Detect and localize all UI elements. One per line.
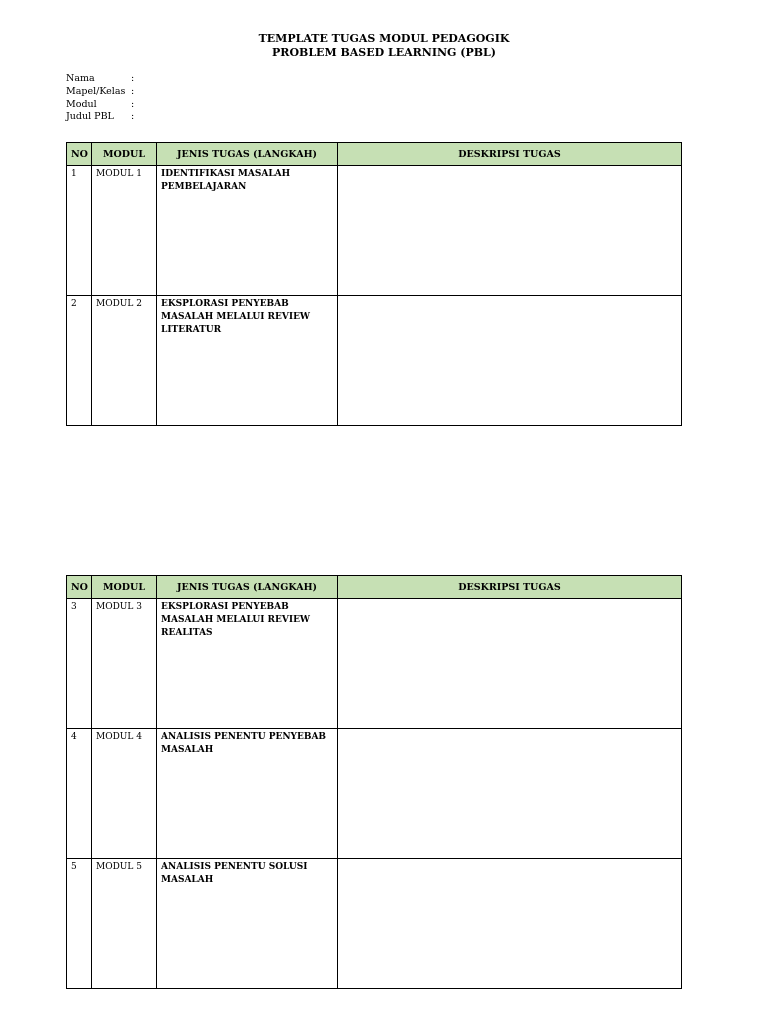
cell-jenis-tugas: ANALISIS PENENTU SOLUSI MASALAH (157, 859, 338, 989)
table-header-row (67, 143, 682, 166)
info-row-modul (66, 99, 134, 112)
table-row (67, 166, 682, 296)
title-line-2: PROBLEM BASED LEARNING (PBL) (272, 46, 496, 59)
info-label: Mapel/Kelas (66, 85, 126, 97)
cell-no: 5 (67, 859, 92, 989)
info-separator: : (131, 98, 135, 110)
cell-modul: MODUL 4 (92, 729, 157, 859)
cell-modul: MODUL 5 (92, 859, 157, 989)
cell-deskripsi-tugas[interactable] (338, 599, 682, 729)
task-table-2 (66, 575, 682, 989)
header-no: NO (67, 143, 92, 166)
info-label: Nama (66, 73, 95, 84)
info-row-mapel-kelas (66, 86, 134, 99)
table-row (67, 296, 682, 426)
cell-jenis-tugas: ANALISIS PENENTU PENYEBAB MASALAH (157, 729, 338, 859)
cell-jenis-tugas: EKSPLORASI PENYEBAB MASALAH MELALUI REVIEW LITERATUR (157, 296, 338, 426)
table-row (67, 859, 682, 989)
cell-jenis-tugas: IDENTIFIKASI MASALAH PEMBELAJARAN (157, 166, 338, 296)
task-table-1 (66, 142, 682, 426)
cell-jenis-tugas: EKSPLORASI PENYEBAB MASALAH MELALUI REVIEW REALITAS (157, 599, 338, 729)
cell-no: 1 (67, 166, 92, 296)
table-row (67, 729, 682, 859)
info-row-judul-pbl (66, 111, 134, 124)
header-deskripsi-tugas: DESKRIPSI TUGAS (338, 143, 682, 166)
cell-modul: MODUL 3 (92, 599, 157, 729)
info-separator: : (131, 73, 135, 84)
identity-fields (66, 73, 134, 124)
header-deskripsi-tugas: DESKRIPSI TUGAS (338, 576, 682, 599)
header-jenis-tugas: JENIS TUGAS (LANGKAH) (157, 576, 338, 599)
cell-no: 4 (67, 729, 92, 859)
header-modul: MODUL (92, 143, 157, 166)
info-label: Modul (66, 98, 97, 110)
info-separator: : (131, 85, 135, 97)
info-label: Judul PBL (66, 111, 114, 123)
cell-deskripsi-tugas[interactable] (338, 729, 682, 859)
cell-deskripsi-tugas[interactable] (338, 166, 682, 296)
cell-deskripsi-tugas[interactable] (338, 859, 682, 989)
cell-modul: MODUL 1 (92, 166, 157, 296)
header-no: NO (67, 576, 92, 599)
title-line-1: TEMPLATE TUGAS MODUL PEDAGOGIK (258, 32, 510, 45)
cell-deskripsi-tugas[interactable] (338, 296, 682, 426)
info-row-nama (66, 73, 134, 86)
cell-no: 2 (67, 296, 92, 426)
header-modul: MODUL (92, 576, 157, 599)
cell-modul: MODUL 2 (92, 296, 157, 426)
table-header-row (67, 576, 682, 599)
cell-no: 3 (67, 599, 92, 729)
document-title (0, 32, 768, 60)
table-row (67, 599, 682, 729)
header-jenis-tugas: JENIS TUGAS (LANGKAH) (157, 143, 338, 166)
info-separator: : (131, 111, 135, 123)
